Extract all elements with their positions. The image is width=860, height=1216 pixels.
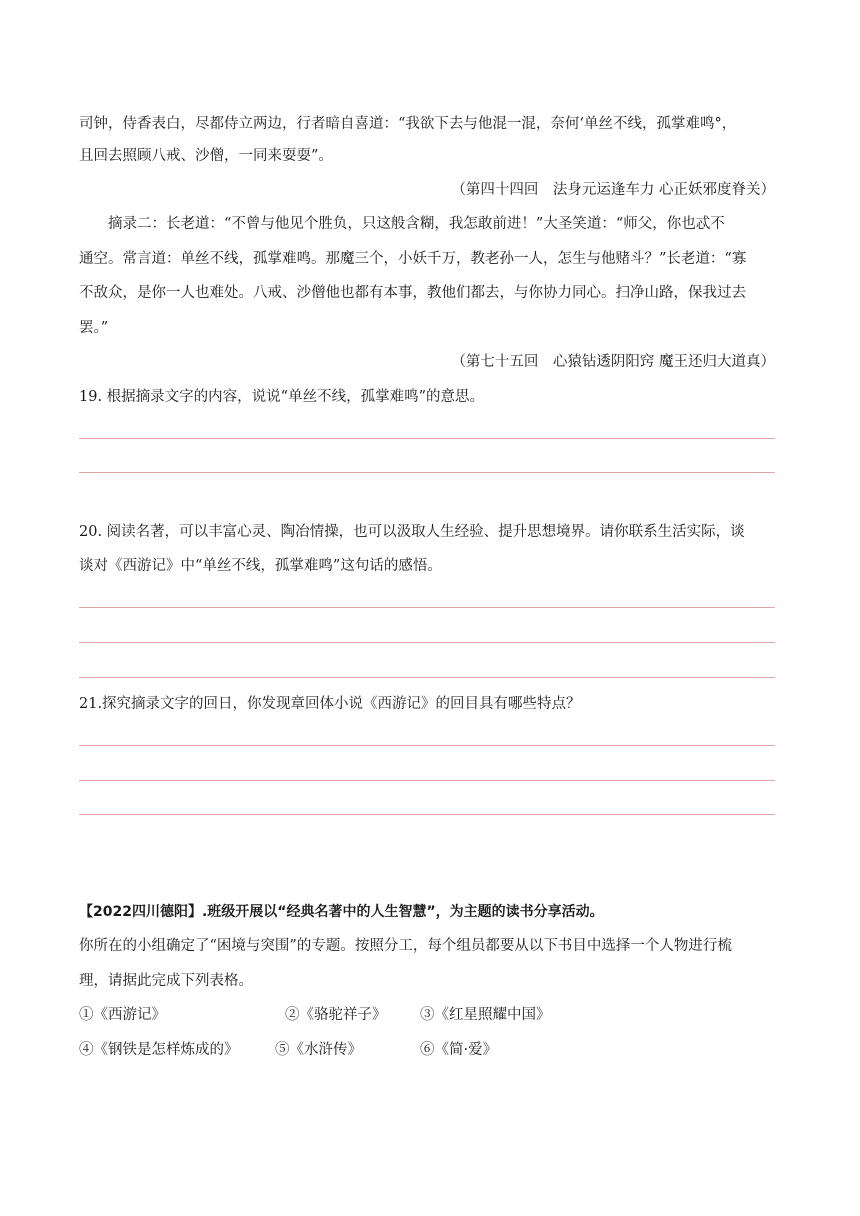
answer-line[interactable]	[79, 745, 775, 746]
answer-line[interactable]	[79, 642, 775, 643]
excerpt2-line3: 不敌众，是你一人也难处。八戒、沙僧他也都有本事，教他们都去，与你协力同心。扫净山路，保我过去	[79, 285, 746, 301]
question-19: 19. 根据摘录文字的内容，说说“单丝不线，孤掌难鸣”的意思。	[79, 389, 484, 405]
answer-line[interactable]	[79, 677, 775, 678]
excerpt1-line1: 司钟，侍香表白，尽都侍立两边，行者暗自喜道：“我欲下去与他混一混，奈何‘单丝不线，孤掌难鸣°，	[79, 116, 737, 132]
section-heading: 【2022四川德阳】.班级开展以“经典名著中的人生智慧”，为主题的读书分享活动。	[79, 904, 604, 920]
section-intro-line1: 你所在的小组确定了“困境与突围”的专题。按照分工，每个组员都要从以下书目中选择一个人物进行梳	[79, 938, 732, 954]
answer-line[interactable]	[79, 472, 775, 473]
question-20-line1: 20. 阅读名著，可以丰富心灵、陶冶情操，也可以汲取人生经验、提升思想境界。请你联系生活实际，谈	[79, 524, 745, 540]
excerpt2-line4: 罢。”	[79, 320, 109, 336]
answer-line[interactable]	[79, 780, 775, 781]
excerpt2-line2: 通空。常言道：单丝不线，孤掌难鸣。那魔三个，小妖千万，教老孙一人，怎生与他赌斗？”长老道：“寡	[79, 251, 747, 267]
excerpt1-source: （第四十四回 法身元运逢车力 心正妖邪度脊关）	[451, 182, 775, 198]
answer-line[interactable]	[79, 438, 775, 439]
answer-line[interactable]	[79, 814, 775, 815]
excerpt2-source: （第七十五回 心猿钻透阴阳窍 魔王还归大道真）	[451, 354, 775, 370]
question-21: 21.探究摘录文字的回日，你发现章回体小说《西游记》的回目具有哪些特点？	[79, 696, 581, 712]
book-option: ①《西游记》	[79, 1007, 166, 1023]
book-option: ⑤《水浒传》	[275, 1042, 362, 1058]
excerpt2-line1: 摘录二：长老道：“不曾与他见个胜负，只这般含糊，我怎敢前进！”大圣笑道：“师父，你也忒不	[108, 216, 725, 232]
question-20-line2: 谈对《西游记》中“单丝不线，孤掌难鸣”这句话的感悟。	[79, 558, 442, 574]
book-option: ④《钢铁是怎样炼成的》	[79, 1042, 239, 1058]
answer-line[interactable]	[79, 607, 775, 608]
book-option: ③《红星照耀中国》	[420, 1007, 551, 1023]
book-option: ②《骆驼祥子》	[285, 1007, 387, 1023]
section-intro-line2: 理，请据此完成下列表格。	[79, 973, 253, 989]
book-option: ⑥《简·爱》	[420, 1042, 498, 1058]
excerpt1-line2: 且回去照顾八戒、沙僧，一同来耍耍”。	[79, 148, 333, 164]
